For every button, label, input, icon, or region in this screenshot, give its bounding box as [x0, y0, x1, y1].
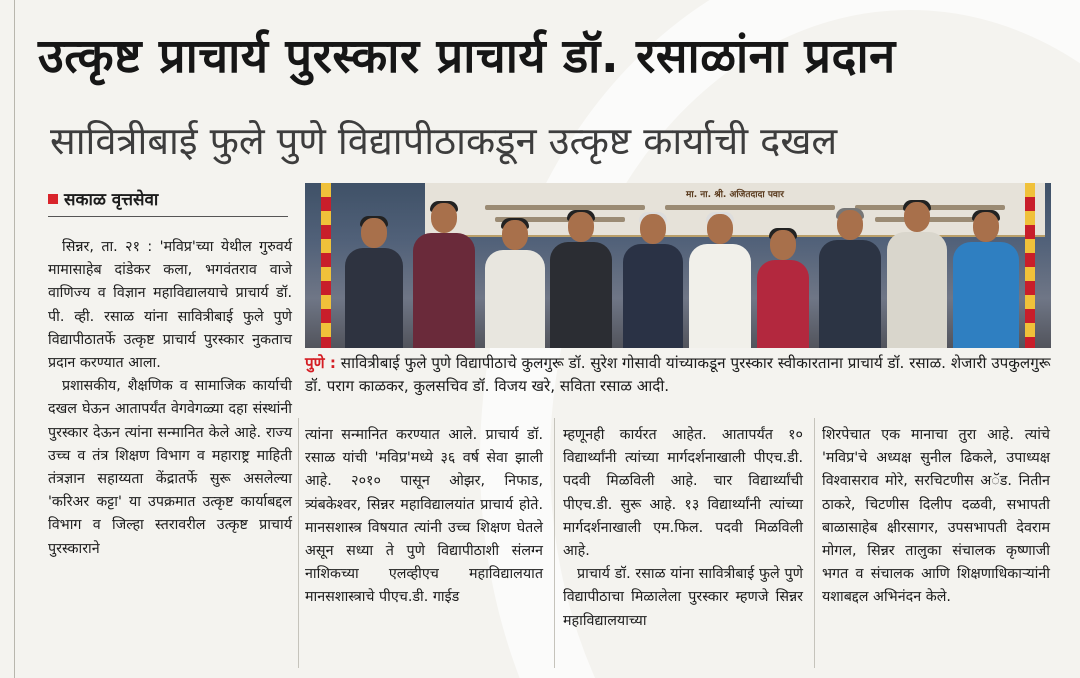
article-paragraph: प्रशासकीय, शैक्षणिक व सामाजिक कार्याची दखल घेऊन आतापर्यंत वेगवेगळ्या दहा संस्थांनी पुरस्कार देऊन त्यांना सन्मानित केले आहे. राज्य उच्च व तंत्र शिक्षण विभाग व महाराष्ट्र माहिती तंत्रज्ञान सहाय्यता केंद्रातर्फे सुरू असलेल्या 'करिअर कट्टा' या उपक्रमात उत्कृष्ट कार्याबद्दल विभाग व जिल्हा स्तरावरील उत्कृष्ट प्राचार्य पुरस्काराने [48, 378, 292, 557]
article-column-1 [48, 236, 292, 561]
column-divider [554, 418, 555, 668]
person [887, 202, 947, 348]
person [485, 220, 545, 348]
photo-caption [305, 352, 1051, 398]
column-divider [298, 418, 299, 668]
person [345, 218, 403, 348]
article-paragraph: सिन्नर, ता. २१ : 'मविप्र'च्या येथील गुरुवर्य मामासाहेब दांडेकर कला, भगवंतराव वाजे वाणिज्य व विज्ञान महाविद्यालयाचे प्राचार्य डॉ. पी. व्ही. रसाळ यांना सावित्रीबाई फुले पुणे विद्यापीठातर्फे उत्कृष्ट प्राचार्य पुरस्कार नुकताच प्रदान करण्यात आला. [48, 239, 292, 372]
person [953, 212, 1019, 348]
byline [48, 187, 158, 210]
curtain-stripe [1025, 183, 1035, 348]
byline-rule [48, 216, 288, 217]
caption-location: पुणे : [305, 354, 336, 372]
banner-text: मा. ना. श्री. अजितदादा पवार [686, 190, 784, 200]
article-paragraph: प्राचार्य डॉ. रसाळ यांना सावित्रीबाई फुले पुणे विद्यापीठाचा मिळालेला पुरस्कार म्हणजे सिन्नर महाविद्यालयाच्या [563, 566, 803, 629]
headline: उत्कृष्ट प्राचार्य पुरस्कार प्राचार्य डॉ. रसाळांना प्रदान [38, 29, 896, 84]
person [689, 214, 751, 348]
byline-text: सकाळ वृत्तसेवा [64, 190, 159, 210]
article-column-2 [305, 424, 543, 610]
article-paragraph: त्यांना सन्मानित करण्यात आले. प्राचार्य डॉ. रसाळ यांची 'मविप्र'मध्ये ३६ वर्ष सेवा झाली आहे. २०१० पासून ओझर, निफाड, त्र्यंबकेश्वर, सिन्नर महाविद्यालयांत प्राचार्य होते. मानसशास्त्र विषयात त्यांनी उच्च शिक्षण घेतले असून सध्या ते पुणे विद्यापीठाशी संलग्न नाशिकच्या एलव्हीएच महाविद्यालयात मानसशास्त्राचे पीएच.डी. गाईड [305, 427, 543, 606]
byline-marker [48, 194, 58, 204]
caption-text: सावित्रीबाई फुले पुणे विद्यापीठाचे कुलगुरू डॉ. सुरेश गोसावी यांच्याकडून पुरस्कार स्वीकारताना प्राचार्य डॉ. रसाळ. शेजारी उपकुलगुरू डॉ. पराग काळकर, कुलसचिव डॉ. विजय खरे, सविता रसाळ आदी. [305, 354, 1051, 395]
curtain-stripe [321, 183, 331, 348]
article-column-4 [822, 424, 1050, 610]
person [550, 212, 612, 348]
person [623, 214, 683, 348]
person [413, 203, 475, 348]
award-photo [305, 183, 1051, 348]
banner-line [485, 205, 645, 210]
person [757, 230, 809, 348]
banner-line [665, 205, 835, 210]
person [819, 210, 881, 348]
article-paragraph: म्हणूनही कार्यरत आहेत. आतापर्यंत १० विद्यार्थ्यांनी त्यांच्या मार्गदर्शनाखाली पीएच.डी. पदवी मिळविली आहे. चार विद्यार्थ्यांची पीएच.डी. सुरू आहे. १३ विद्यार्थ्यांनी त्यांच्या मार्गदर्शनाखाली एम.फिल. पदवी मिळविली आहे. [563, 427, 803, 560]
article-paragraph: शिरपेचात एक मानाचा तुरा आहे. त्यांचे 'मविप्र'चे अध्यक्ष सुनील ढिकले, उपाध्यक्ष विश्वासराव मोरे, सरचिटणीस अॅड. नितीन ठाकरे, चिटणीस दिलीप दळवी, सभापती बाळासाहेब क्षीरसागर, उपसभापती देवराम मोगल, सिन्नर तालुका संचालक कृष्णाजी भगत व संचालक आणि शिक्षणाधिकाऱ्यांनी यशाबद्दल अभिनंदन केले. [822, 427, 1050, 606]
article-column-3 [563, 424, 803, 633]
subheadline: सावित्रीबाई फुले पुणे विद्यापीठाकडून उत्कृष्ट कार्याची दखल [50, 119, 838, 163]
left-margin-rule [14, 0, 15, 678]
column-divider [814, 418, 815, 668]
